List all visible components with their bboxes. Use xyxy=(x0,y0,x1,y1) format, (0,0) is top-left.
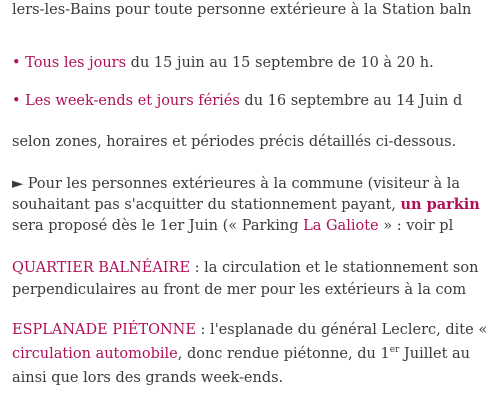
esplanade-title: ESPLANADE PIÉTONNE xyxy=(12,322,196,338)
visitors-text-1: ► Pour les personnes extérieures à la commune (visiteur à la xyxy=(12,176,461,192)
visitors-line-3 xyxy=(12,216,453,236)
intro-line xyxy=(12,0,471,20)
quartier-line-2 xyxy=(12,280,466,300)
visitors-text-2: souhaitant pas s'acquitter du stationnement payant, xyxy=(12,197,401,213)
visitors-text-3a: sera proposé dès le 1er Juin (« Parking xyxy=(12,218,304,234)
galiote-link[interactable]: La Galiote xyxy=(303,218,379,234)
weekend-text: du 16 septembre au 14 Juin d xyxy=(239,93,463,109)
weekend-label: Les week-ends et jours fériés xyxy=(25,93,240,109)
esplanade-line-1 xyxy=(12,320,487,340)
visitors-line-1 xyxy=(12,174,460,194)
daily-label: Tous les jours xyxy=(25,55,127,71)
esplanade-line-2 xyxy=(12,344,470,364)
esplanade-text-2a: , donc rendue piétonne, du 1 xyxy=(177,346,390,362)
esplanade-text-3: ainsi que lors des grands week-ends. xyxy=(12,370,284,386)
bullet-icon: • xyxy=(12,93,21,109)
daily-schedule-line xyxy=(12,53,434,73)
circulation-link[interactable]: circulation automobile xyxy=(12,346,178,362)
esplanade-text-2b: Juillet au xyxy=(399,346,471,362)
daily-text: du 15 juin au 15 septembre de 10 à 20 h. xyxy=(126,55,434,71)
quartier-line-1 xyxy=(12,258,478,278)
intro-text: lers-les-Bains pour toute personne extérieure à la Station baln xyxy=(12,2,472,18)
zones-line xyxy=(12,132,456,152)
visitors-line-2 xyxy=(12,195,480,215)
weekend-schedule-line xyxy=(12,91,462,111)
quartier-title: QUARTIER BALNÉAIRE xyxy=(12,260,191,276)
esplanade-line-3 xyxy=(12,368,283,388)
parking-link[interactable]: un parkin xyxy=(400,196,480,213)
esplanade-text-1: : l'esplanade du général Leclerc, dite « xyxy=(195,322,487,338)
bullet-icon: • xyxy=(12,55,21,71)
quartier-text-2: perpendiculaires au front de mer pour les extérieurs à la com xyxy=(12,282,467,298)
zones-text: selon zones, horaires et périodes précis détaillés ci-dessous. xyxy=(12,134,457,150)
quartier-text-1: : la circulation et le stationnement son xyxy=(190,260,479,276)
visitors-text-3b: » : voir pl xyxy=(378,218,454,234)
superscript-er: er xyxy=(389,345,400,356)
